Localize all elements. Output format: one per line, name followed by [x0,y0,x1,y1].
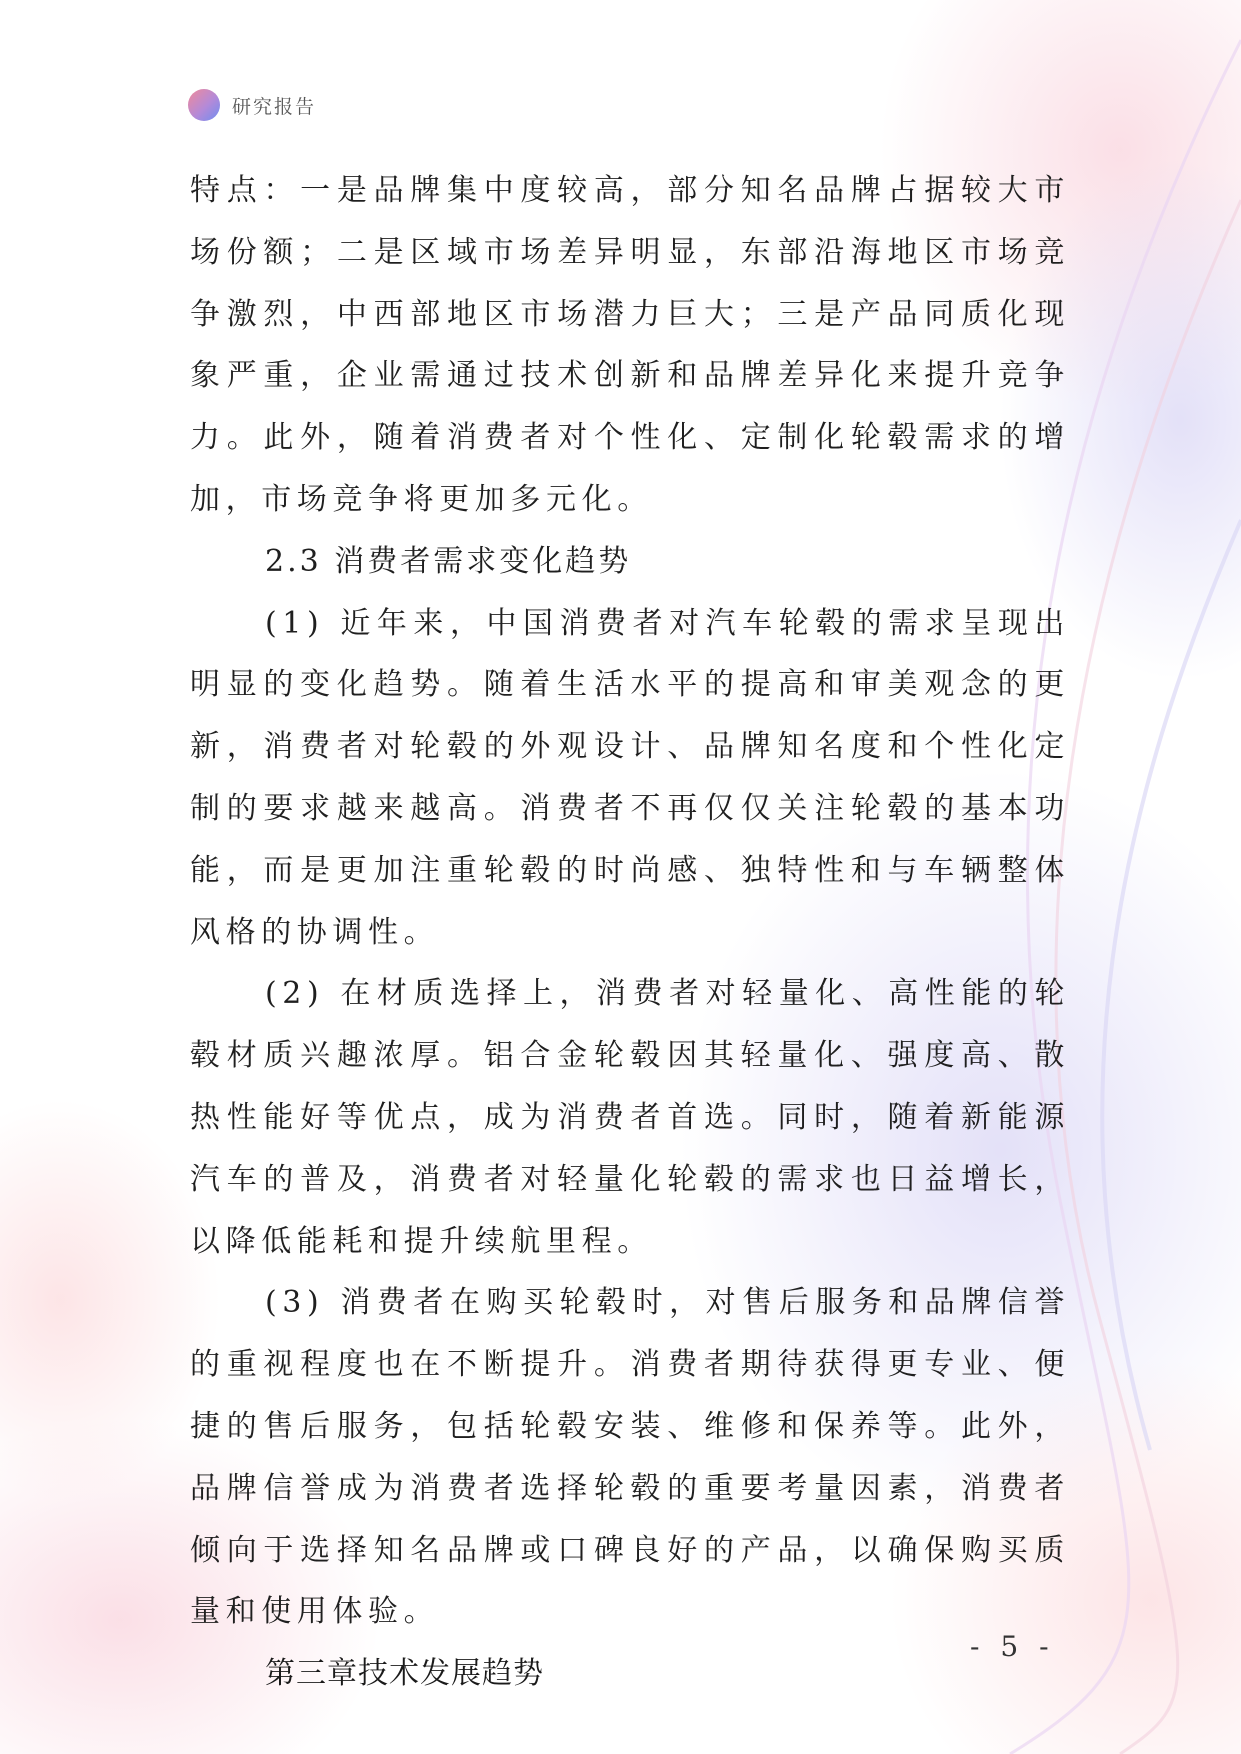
paragraph-demand-trend-3: (3) 消费者在购买轮毂时，对售后服务和品牌信誉的重视程度也在不断提升。消费者期待获得更专业、便捷的售后服务，包括轮毂安装、维修和保养等。此外，品牌信誉成为消费者选择轮毂的重要考量因素，消费者倾向于选择知名品牌或口碑良好的产品，以确保购买质量和使用体验。 [190,1285,1070,1630]
paragraph-demand-trend-1: (1) 近年来，中国消费者对汽车轮毂的需求呈现出明显的变化趋势。随着生活水平的提高和审美观念的更新，消费者对轮毂的外观设计、品牌知名度和个性化定制的要求越来越高。消费者不再仅仅关注轮毂的基本功能，而是更加注重轮毂的时尚感、独特性和与车辆整体风格的协调性。 [190,605,1070,950]
page-number: - 5 - [970,1630,1055,1663]
chapter-heading-technology: 第三章技术发展趋势 [265,1656,544,1692]
header-title: 研究报告 [232,95,317,118]
section-heading-consumer-trends: 2.3 消费者需求变化趋势 [265,543,632,579]
paragraph-market-features: 特点：一是品牌集中度较高，部分知名品牌占据较大市场份额；二是区域市场差异明显，东部沿海地区市场竞争激烈，中西部地区市场潜力巨大；三是产品同质化现象严重，企业需通过技术创新和品牌差异化来提升竞争力。此外，随着消费者对个性化、定制化轮毂需求的增加，市场竞争将更加多元化。 [190,173,1070,517]
report-logo-icon [188,89,220,121]
paragraph-demand-trend-2: (2) 在材质选择上，消费者对轻量化、高性能的轮毂材质兴趣浓厚。铝合金轮毂因其轻量化、强度高、散热性能好等优点，成为消费者首选。同时，随着新能源汽车的普及，消费者对轻量化轮毂的需求也日益增长，以降低能耗和提升续航里程。 [190,976,1070,1259]
report-header [188,89,316,121]
document-body [190,160,1070,1705]
